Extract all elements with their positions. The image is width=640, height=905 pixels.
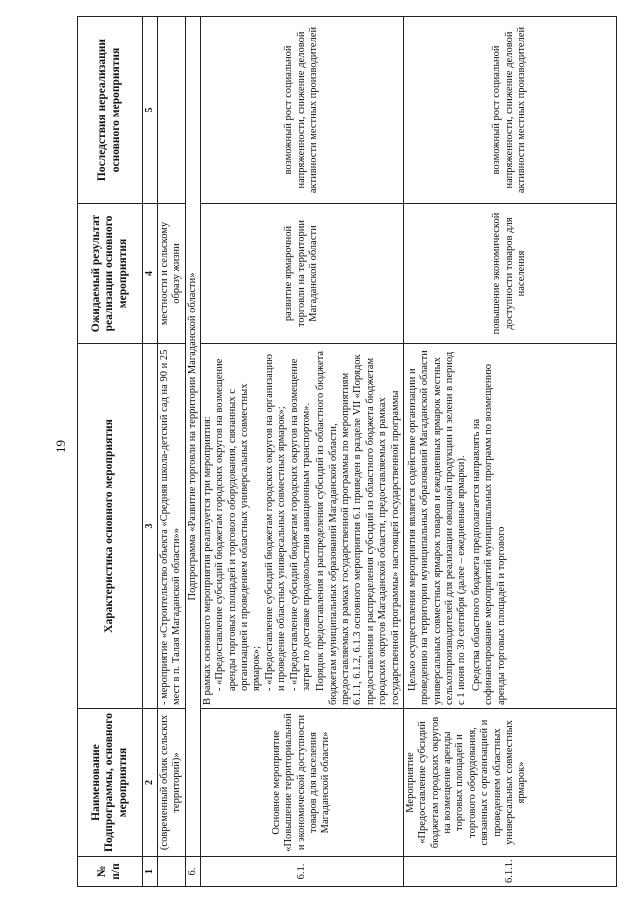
header-consequence: Последствия нереализации основного мероприятия [78,17,143,204]
program-table [77,16,617,887]
row-description-cell [403,344,616,709]
row-result-cell: развитие ярмарочной торговли на территории Магаданской области [200,204,403,344]
table-row-6-1-1 [403,17,616,887]
table-row-6-1 [200,17,403,887]
subprogram-title: Подпрограмма «Развитие торговли на территории Магаданской области» [185,17,200,857]
rotated-page [77,17,622,887]
row-name-cell: Мероприятие «Предоставление субсидий бюджетам городских округов на возмещение аренды торговых площадей и торгового оборудования, связанных с организацией и проведением областных универсальных совместных ярмарок» [403,709,616,857]
row-consequence-cell: возможный рост социальной напряженности, снижение деловой активности местных производителей [403,17,616,204]
row-consequence-cell: возможный рост социальной напряженности, снижение деловой активности местных производителей [200,17,403,204]
row-num-cell [157,857,185,887]
row-num-cell: 6.1.1. [403,857,616,887]
header-name: Наименование Подпрограммы, основного мероприятия [78,709,143,857]
row-result-cell: местности и сельскому образу жизни [157,204,185,344]
column-number-row [143,17,158,887]
row-description-cell: - мероприятие «Строительство объекта «Средняя школа-детский сад на 90 и 25 мест в п. Талая Магаданской области»» [157,344,185,709]
description-item: - «Предоставление субсидий бюджетам городских округов на организацию и проведение областных универсальных совместных ярмарок»; [263,354,288,691]
description-item: - «Предоставление субсидий бюджетам городских округов на возмещение аренды торговых площадей и торгового оборудования, связанных с организацией и проведением областных универсальных совместных ярмарок»; [214,358,263,691]
table-row-6 [185,17,200,887]
column-number: 3 [143,344,158,709]
row-num-cell: 6.1. [200,857,403,887]
header-row [78,17,143,887]
row-consequence-cell [157,17,185,204]
row-result-cell: повышение экономической доступности товаров для населения [403,204,616,344]
page-number: 19 [53,440,68,453]
column-number: 2 [143,709,158,857]
header-num: № п/п [78,857,143,887]
description-paragraph: Порядок предоставления и распределения субсидий из областного бюджета бюджетам муниципальных образований Магаданской области, предоставляемых в рамках государственной программы по мероприятиям 6.1.1, 6.1.2, 6.1.3 основного мероприятия 6.1 приведен в разделе VII «Порядок предоставления и распределения субсидий из областного бюджета бюджетам городских округов Магаданской области, предоставляемых в рамках государственной программы» настоящей государственной программы [315,351,401,705]
row-name-cell: (современный облик сельских территорий)» [157,709,185,857]
description-item: - «Предоставление субсидий бюджетам городских округов на возмещение затрат по доставке продовольствия авиационным транспортом». [288,358,312,691]
column-number: 1 [143,857,158,887]
description-paragraph: Целью осуществления мероприятия является содействие организации и проведению на территории муниципальных образований Магаданской области универсальных совместных ярмарок товаров и ежедневных ярмарок местных сельхозпроизводителей для реализации овощной продукции и зелени в период с 1 июня по 30 сентября (далее – ежедневные ярмарки). [406,350,468,705]
row-num-cell: 6. [185,857,200,887]
description-intro: В рамках основного мероприятия реализуется три мероприятия: [201,416,213,705]
header-result: Ожидаемый результат реализации основного мероприятия [78,204,143,344]
row-name-cell: Основное мероприятие «Повышение территориальной и экономической доступности товаров для населения Магаданской области» [200,709,403,857]
description-paragraph: Средства областного бюджета предполагается направлять на софинансирование мероприятий муниципальных программ по возмещению аренды торговых площадей и торгового [470,364,507,705]
row-description-cell [200,344,403,709]
table-row-continued [157,17,185,887]
column-number: 4 [143,204,158,344]
column-number: 5 [143,17,158,204]
header-description: Характеристика основного мероприятия [78,344,143,709]
